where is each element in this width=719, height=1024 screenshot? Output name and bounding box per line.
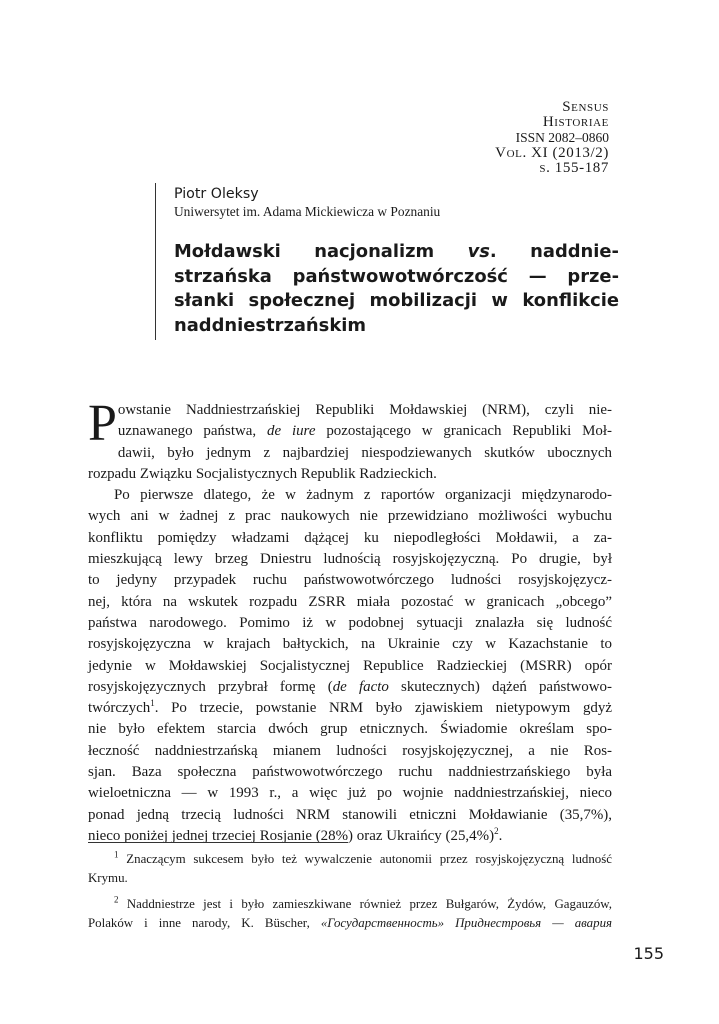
footnote-rule [88, 842, 348, 843]
footnote-ref-1[interactable]: 1 [150, 698, 155, 709]
p2-line: nie było efektem starcia dwóch grup etnicznych. Świadomie określam spo- [88, 721, 612, 738]
p2-line: mieszkującą lewy brzeg Dniestru ludnością rosyjskojęzyczną. Po drugie, był [88, 551, 612, 568]
p2-line: nieco poniżej jednej trzeciej Rosjanie (28%) oraz Ukraińcy $(25,4\%)^2$. [88, 825, 503, 844]
journal-pages: s. 155-187 [539, 159, 609, 176]
p2-line: Po pierwsze dlatego, że w żadnym z raportów organizacji międzynarodo- [114, 487, 612, 504]
footnotes [88, 850, 612, 940]
journal-header [409, 100, 609, 176]
drop-cap: P [88, 395, 117, 452]
title-line-1: Mołdawski nacjonalizm vs. naddnie- [174, 241, 619, 262]
footnote-line: Krymu. [88, 871, 128, 885]
p2-line: łeczność naddniestrzańską mianem ludności rosyjskojęzycznej, a nie Ros- [88, 742, 612, 759]
article-body [88, 395, 612, 847]
p2-line: twórczych$^1$. Po trzecie, powstanie NRM było zjawiskiem nietypowym gdyż [88, 698, 612, 717]
p2-line: konfliktu pomiędzy władzami dążącej ku niepodległości Mołdawii, a za- [88, 529, 612, 546]
p2-line: ponad jedną trzecią ludności NRM stanowili etniczni Mołdawianie (35,7%), [88, 806, 612, 823]
author-affiliation: Uniwersytet im. Adama Mickiewicza w Poznaniu [174, 204, 441, 219]
journal-volume: Vol. XI (2013/2) [495, 144, 609, 161]
p2-line: to jedyny przypadek ruchu państwowotwórczego ludności rosyjskojęzycz- [88, 572, 612, 589]
article-title [174, 240, 619, 338]
author-name: Piotr Oleksy [174, 186, 259, 202]
footnote-2 [88, 895, 612, 933]
title-line-4: naddniestrzańskim [174, 314, 366, 336]
p2-line: jedynie w Mołdawskiej Socjalistycznej Republice Radzieckiej (MSRR) opór [88, 657, 612, 674]
paragraph-2 [88, 485, 612, 847]
p1-line: owstanie Naddniestrzańskiej Republiki Mołdawskiej (NRM), czyli nie- [117, 402, 612, 418]
article-header [155, 183, 619, 340]
journal-name-line1: Sensus [562, 99, 609, 115]
p1-line: uznawanego państwa, de iure pozostającego w granicach Republiki Moł- [117, 423, 612, 440]
footnote-line: $^1$ Znaczącym sukcesem było też wywalczenie autonomii przez rosyjskojęzyczną ludność [114, 849, 612, 866]
p2-line: państwa narodowego. Pomimo iż w podobnej sytuacji znalazła się ludność [88, 614, 612, 631]
footnote-line: Polaków i inne narody, K. Büscher, «Государственность» Приднестровья — авария [88, 916, 613, 930]
p1-line: dawii, było jednym z najbardziej niespodziewanych skutków ubocznych [117, 444, 612, 461]
footnote-1 [88, 850, 612, 888]
p1-line: rozpadu Związku Socjalistycznych Republik Radzieckich. [88, 465, 437, 482]
p2-line: rosyjskojęzyczna w krajach bałtyckich, na Ukrainie czy w Kazachstanie to [88, 636, 612, 653]
title-line-3: słanki społecznej mobilizacji w konflikcie [174, 290, 619, 311]
p2-line: wych ani w żadnej z prac naukowych nie przewidziano możliwości wybuchu [88, 508, 612, 525]
p2-line: rosyjskojęzycznych przybrał formę (de facto skutecznych) dążeń państwowo- [88, 678, 612, 695]
journal-name-line2: Historiae [542, 114, 609, 131]
footnote-line: $^2$ Naddniestrze jest i było zamieszkiwane również przez Bułgarów, Żydów, Gagauzów, [114, 894, 612, 911]
page-number: 155 [633, 944, 664, 963]
footnote-ref-2[interactable]: 2 [494, 825, 499, 836]
title-line-2: strzańska państwowotwórczość — prze- [174, 265, 619, 287]
paragraph-1 [88, 395, 612, 485]
p2-line: sjan. Baza społeczna państwowotwórczego ruchu naddniestrzańskiego była [88, 764, 612, 781]
journal-issn: ISSN 2082–0860 [515, 130, 609, 146]
p2-line: wieloetniczna — w 1993 r., a więc już po wojnie naddniestrzańskiej, nieco [88, 785, 612, 802]
p2-line: nej, która na wskutek rozpadu ZSRR miała pozostać w granicach „obcego” [88, 593, 612, 610]
